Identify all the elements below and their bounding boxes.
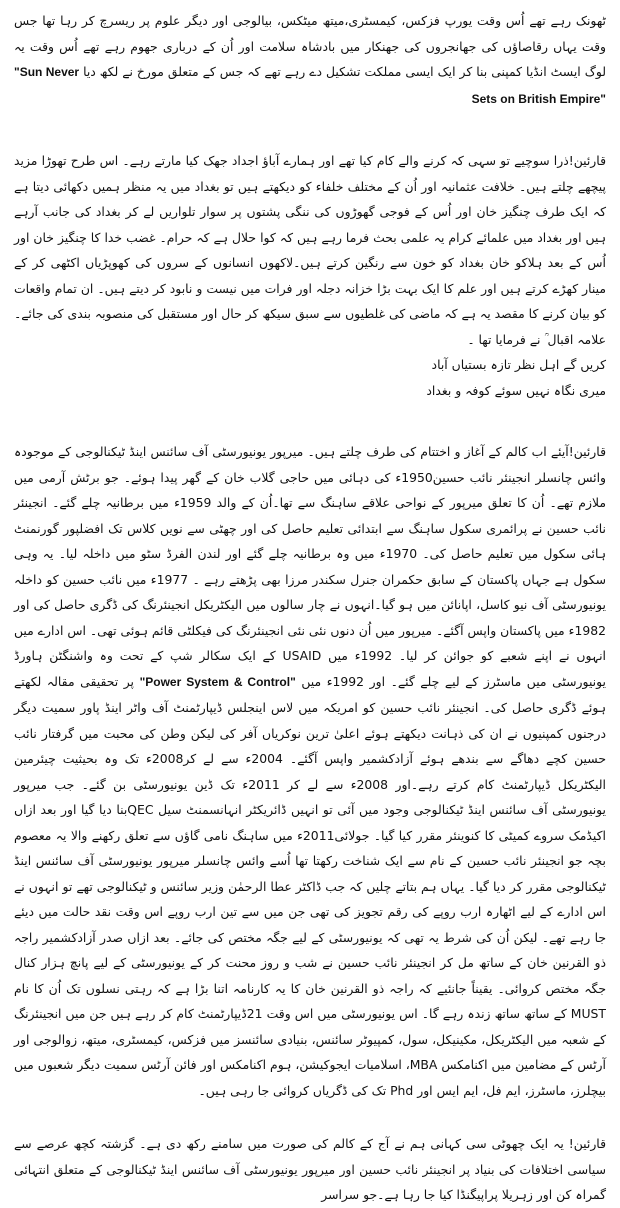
iqbal-verse [14,352,606,403]
paragraph-biography-part-2: پر تحقیقی مقالہ لکھتے ہوئے ڈگری حاصل کی۔ انجینئر نائب حسین کو امریکہ میں لاس اینجلس ڈیپارٹمنٹ آف واٹر اینڈ پاور سمیت دیگر درجنوں کمپنیوں نے ان کی ذہانت دیکھتے ہوئے اعلیٰ ترین نوکریاں آفر کی لیکن وطن کی محبت میں گرفتار نائب حسین کچے دھاگے سے بندھے ہوئے آزادکشمیر واپس آگئے۔ 2004ء سے لے کر2008ء تک وہ بحیثیت چیئرمین الیکٹریکل ڈیپارٹمنٹ کام کرتے رہے۔اور 2008ء سے لے کر 2011ء تک ڈین یونیورسٹی بن گئے۔ جب میرپور یونیورسٹی آف سائنس اینڈ ٹیکنالوجی وجود میں آئی تو انہیں ڈائریکٹر انہانسمنٹ سیل QECبنا دیا گیا اور بعد ازاں اکیڈمک سروے کمیٹی کا کنوینئر مقرر کیا گیا۔ جولائی2011ء میں ساہنگ نامی گاؤں سے تعلق رکھنے والا یہ معصوم بچہ جو انجینئر نائب حسین کے نام سے ایک شناخت رکھتا تھا اُسے وائس چانسلر میرپور یونیورسٹی آف سائنس اینڈ ٹیکنالوجی مقرر کر دیا گیا۔ یہاں ہم بتاتے چلیں کہ جب ڈاکٹر عطا الرحمٰن وزیر سائنس و ٹیکنالوجی تھے تو انہوں نے اس ادارے کے لیے اٹھارہ ارب روپے کی رقم تجویز کی تھی جن میں سے تین ارب روپے اس وقت نقد حالت میں دیئے جا رہے تھے۔ لیکن اُن کی شرط یہ تھی کہ یونیورسٹی کے لیے جگہ مختص کی جائے۔ بعد ازاں صدر آزادکشمیر راجہ ذو القرنین خان کے ساتھ مل کر انجینئر نائب حسین نے شب و روز محنت کر کے یونیورسٹی کے لیے پانچ ہزار کنال جگہ مختص کروائی۔ یقیناً جانئیے کہ راجہ ذو القرنین خان کا یہ کارنامہ اتنا بڑا ہے کہ رہتی نسلوں تک اُن کا نام MUST کے ساتھ ساتھ زندہ رہے گا۔ اس یونیورسٹی میں اس وقت 21ڈیپارٹمنٹ کام کر رہے ہیں جن میں انجینئرنگ کے شعبہ میں الیکٹریکل، مکینیکل، سول، کمپیوٹر سائنس، بنیادی سائنسز میں فزکس، کیمسٹری، میتھ، زوالوجی اور آرٹس کے مضامین میں اکنامکس MBA، اسلامیات ایجوکیشن، ہوم اکنامکس اور فائن آرٹس سمیت دیگر شعبوں میں بیچلرز، ماسٹرز، ایم فل، ایم ایس اور Phd تک کی ڈگریاں کروائی جا رہی ہیں۔ [14,673,606,1098]
paragraph-spacer [14,403,606,439]
paragraph-closing: قارئین! یہ ایک چھوٹی سی کہانی ہم نے آج کے کالم کی صورت میں سامنے رکھ دی ہے۔ گزشتہ کچھ عرصے سے سیاسی اختلافات کی بنیاد پر انجینئر نائب حسین اور میرپور یونیورسٹی آف سائنس اینڈ ٹیکنالوجی کے متعلق انتہائی گمراہ کن اور زہریلا پراپیگنڈا کیا جا رہا ہے۔جو سراسر [14,1136,606,1202]
paragraph-history: قارئین!ذرا سوچیے تو سہی کہ کرنے والے کام کیا تھے اور ہمارے آباؤ اجداد جھک کیا مارتے رہے۔ اس طرح تھوڑا مزید پیچھے چلتے ہیں۔ خلافت عثمانیہ اور اُن کے مختلف خلفاء کو دیکھتے ہیں تو بغداد میں یہ منظر ہمیں دکھائی دیتا ہے کہ ایک طرف چنگیز خان اور اُس کے فوجی گھوڑوں کی ننگی پشتوں پر سوار تلواریں لے کر بغداد کی جانب آرہے ہیں اور بغداد میں علمائے کرام یہ علمی بحث فرما رہے ہیں کہ کوا حلال ہے کہ حرام۔ غضب خدا کا چنگیز خان اور اُس کے بعد ہلاکو خان بغداد کو خون سے رنگین کرتے ہیں۔لاکھوں انسانوں کے سروں کی کھوپڑیاں اکٹھی کر کے مینار کھڑے کرتے ہیں اور علم کا ایک بہت بڑا خزانہ دجلہ اور فرات میں نیست و نابود کر دیتے ہیں۔ ان تمام واقعات کو بیان کرنے کا مقصد یہ ہے کہ ماضی کی غلطیوں سے سبق سیکھ کر حال اور مستقبل کی منصوبہ بندی کی جائے۔ علامہ اقبال ؒ نے فرمایا تھا ۔ [14,153,606,347]
paragraph-intro-text: ٹھونک رہے تھے اُس وقت یورپ فزکس، کیمسٹری،میتھ میٹکس، بیالوجی اور دیگر علوم پر ریسرچ کر رہا تھا جس وقت یہاں رقاصاؤں کی جھانجروں کی جھنکار میں بادشاہ سلامت اور اُن کے درباری جھوم رہے تھے اُس وقت یہ لوگ ایسٹ انڈیا کمپنی بنا کر ایک ایسی مملکت تشکیل دے رہے تھے کہ جس کے متعلق مورخ نے لکھ دیا [14,13,606,79]
paragraph-spacer [14,112,606,148]
paragraph-biography-part-1: قارئین!آیئے اب کالم کے آغاز و اختتام کی طرف چلتے ہیں۔ میرپور یونیورسٹی آف سائنس اینڈ ٹیکنالوجی کے موجودہ وائس چانسلر انجینئر نائب حسین1950ء کی دہائی میں حاجی گلاب خان کے گھر پیدا ہوئے۔ جو برٹش آرمی میں ملازم تھے۔ اُن کا تعلق میرپور کے نواحی علاقے ساہنگ سے تھا۔اُن کے والد 1959ء میں برطانیہ چلے گئے۔ انجینئر نائب حسین نے پرائمری سکول ساہنگ سے ابتدائی تعلیم حاصل کی اور چھٹی سے نویں کلاس تک افضلپور گورنمنٹ ہائی سکول میں تعلیم حاصل کی۔ 1970ء میں وہ برطانیہ چلے گئے اور لندن الفرڈ سٹو میں داخلہ لیا۔ یہ وہی سکول ہے جہاں پاکستان کے سابق حکمران جنرل سکندر مرزا بھی پڑھتے رہے ۔ 1977ء میں نائب حسین کو داخلہ یونیورسٹی آف نیو کاسل، اپانائن میں ہو گیا۔انہوں نے چار سالوں میں الیکٹریکل انجینئرنگ کی ڈگری حاصل کی اور 1982ء میں پاکستان واپس آگئے۔ میرپور میں اُن دنوں نئی نئی انجینئرنگ کی فیکلٹی قائم ہوئی تھی۔ اس ادارے میں انہوں نے اپنے شعبے کو جوائن کر لیا۔ 1992ء میں USAID کے ایک سکالر شپ کے تحت وہ واشنگٹن ہاورڈ یونیورسٹی میں ماسٹرز کے لیے چلے گئے۔ اور 1992ء میں [14,444,607,689]
paragraph-biography [14,439,606,1103]
paragraph-spacer [14,1103,606,1131]
paragraph-intro [14,8,606,112]
verse-line-1: کریں گے اہل نظر تازہ بستیاں آباد [431,357,606,372]
verse-line-2: میری نگاہ نہیں سوئے کوفہ و بغداد [426,382,606,398]
english-thesis-title: "Power System & Control" [139,674,296,689]
english-quote: "Sun Never Sets on British Empire" [14,65,606,106]
